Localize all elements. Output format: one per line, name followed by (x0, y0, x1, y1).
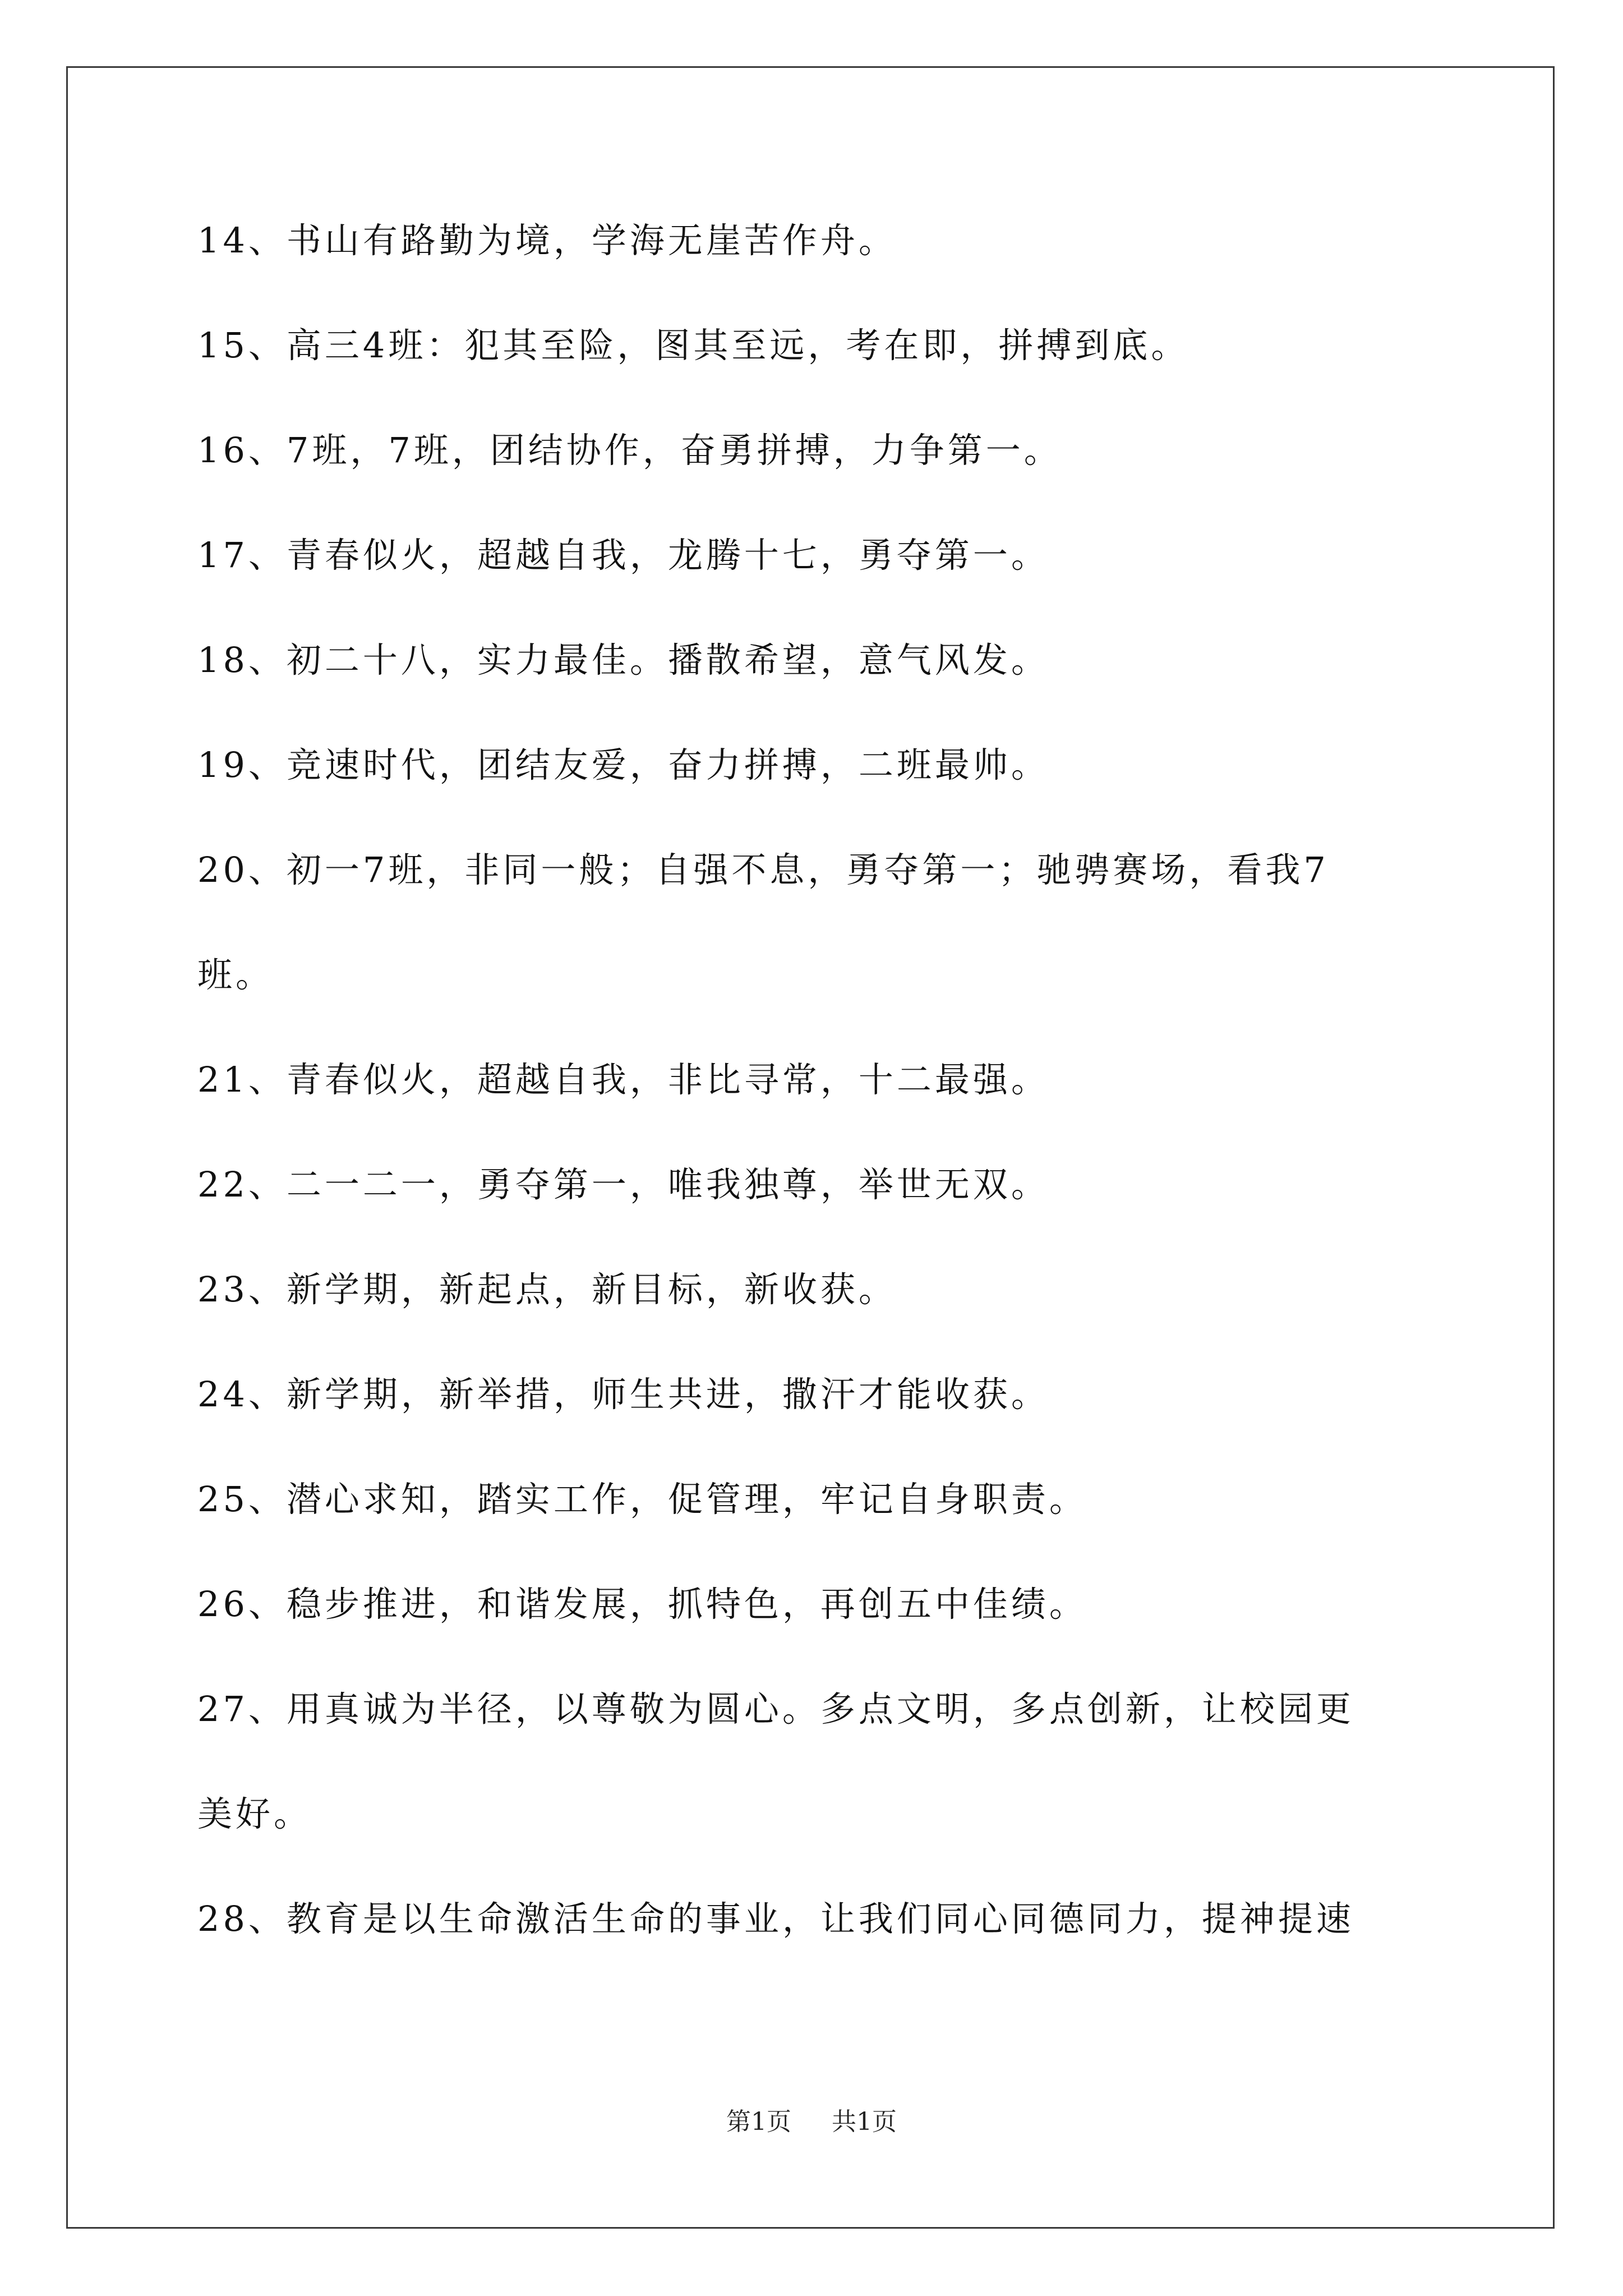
text-line: 20、初一7班，非同一般；自强不息，勇夺第一；驰骋赛场，看我7 (197, 849, 1329, 890)
document-body (197, 220, 1437, 2007)
text-line: 15、高三4班：犯其至险，图其至远，考在即，拼搏到底。 (197, 325, 1189, 366)
page-number-current: 第1页 (726, 2108, 791, 2136)
text-line: 23、新学期，新起点，新目标，新收获。 (197, 1269, 897, 1310)
text-line: 班。 (197, 954, 274, 995)
page-footer (0, 2108, 1623, 2136)
text-line: 21、青春似火，超越自我，非比寻常，十二最强。 (197, 1059, 1049, 1100)
text-line: 19、竞速时代，团结友爱，奋力拼搏，二班最帅。 (197, 744, 1049, 785)
text-line: 24、新学期，新举措，师生共进，撒汗才能收获。 (197, 1374, 1049, 1415)
text-line: 26、稳步推进，和谐发展，抓特色，再创五中佳绩。 (197, 1584, 1087, 1625)
text-line: 18、初二十八，实力最佳。播散希望，意气风发。 (197, 639, 1049, 680)
text-line: 美好。 (197, 1793, 312, 1834)
text-line: 14、书山有路勤为境，学海无崖苦作舟。 (197, 220, 897, 261)
text-line: 27、用真诚为半径，以尊敬为圆心。多点文明，多点创新，让校园更 (197, 1688, 1354, 1729)
text-line: 16、7班，7班，团结协作，奋勇拼搏，力争第一。 (197, 430, 1062, 471)
text-line: 17、青春似火，超越自我，龙腾十七，勇夺第一。 (197, 535, 1049, 576)
text-line: 22、二一二一，勇夺第一，唯我独尊，举世无双。 (197, 1164, 1049, 1205)
text-line: 25、潜心求知，踏实工作，促管理，牢记自身职责。 (197, 1479, 1087, 1520)
page-number-total: 共1页 (832, 2108, 897, 2136)
text-line: 28、教育是以生命激活生命的事业，让我们同心同德同力，提神提速 (197, 1898, 1354, 1939)
